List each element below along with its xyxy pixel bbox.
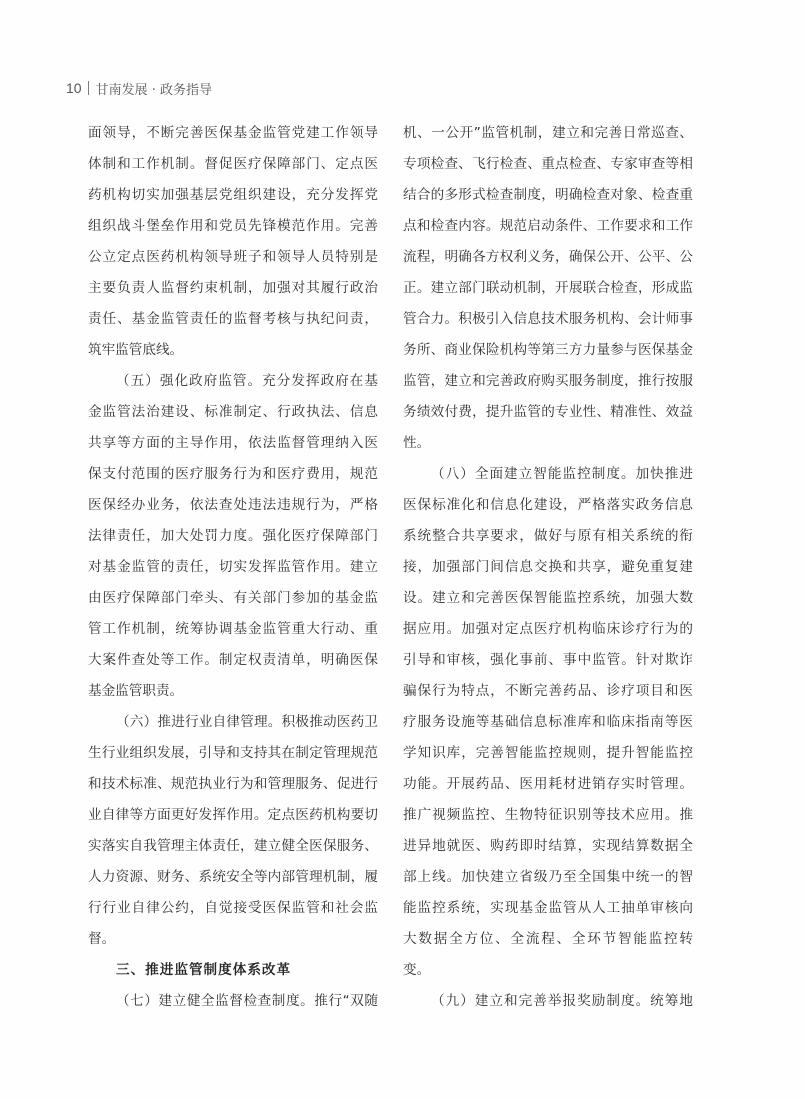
text-line: 行行业自律公约，自觉接受医保监管和社会监 <box>88 900 378 916</box>
text-line: 责任、基金监管责任的监督考核与执纪问责， <box>88 311 378 327</box>
text-line: 由医疗保障部门牵头、有关部门参加的基金监 <box>88 590 378 606</box>
text-line: 据应用。加强对定点医疗机构临床诊疗行为的 <box>403 621 693 637</box>
text-line: 监管，建立和完善政府购买服务制度，推行按服 <box>403 373 693 389</box>
text-line: （九）建立和完善举报奖励制度。统筹地 <box>431 993 693 1009</box>
text-line: 务所、商业保险机构等第三方力量参与医保基金 <box>403 342 693 358</box>
text-line: 对基金监管的责任，切实发挥监管作用。建立 <box>88 559 378 575</box>
text-line: 管合力。积极引入信息技术服务机构、会计师事 <box>403 311 693 327</box>
paragraph <box>88 707 378 955</box>
text-line: 保支付范围的医疗服务行为和医疗费用，规范 <box>88 466 378 482</box>
text-line: 骗保行为特点，不断完善药品、诊疗项目和医 <box>403 683 693 699</box>
paragraph <box>403 459 693 986</box>
text-line: 性。 <box>403 435 431 451</box>
publication-title: 甘南发展 · 政务指导 <box>95 82 212 98</box>
page-number: 10 <box>66 80 82 96</box>
text-line: 能监控系统，实现基金监管从人工抽单审核向 <box>403 900 693 916</box>
text-line: 大案件查处等工作。制定权责清单，明确医保 <box>88 652 378 668</box>
text-line: 专项检查、飞行检查、重点检查、专家审查等相 <box>403 156 693 172</box>
text-line: 正。建立部门联动机制，开展联合检查，形成监 <box>403 280 693 296</box>
text-line: 接，加强部门间信息交换和共享，避免重复建 <box>403 559 693 575</box>
text-line: 功能。开展药品、医用耗材进销存实时管理。 <box>403 776 693 792</box>
text-line: 人力资源、财务、系统安全等内部管理机制，履 <box>88 869 378 885</box>
text-line: 公立定点医药机构领导班子和领导人员特别是 <box>88 249 378 265</box>
paragraph <box>403 118 693 459</box>
paragraph <box>88 986 378 1017</box>
text-line: 共享等方面的主导作用，依法监督管理纳入医 <box>88 435 378 451</box>
running-header <box>66 79 212 97</box>
text-line: 筑牢监管底线。 <box>88 342 184 358</box>
text-line: （七）建立健全监督检查制度。推行“双随 <box>116 993 378 1009</box>
text-line: 务绩效付费，提升监管的专业性、精准性、效益 <box>403 404 693 420</box>
text-line: 进异地就医、购药即时结算，实现结算数据全 <box>403 838 693 854</box>
paragraph <box>88 366 378 707</box>
text-line: （五）强化政府监管。充分发挥政府在基 <box>116 373 378 389</box>
text-line: 组织战斗堡垒作用和党员先锋模范作用。完善 <box>88 218 378 234</box>
left-column <box>88 118 378 1017</box>
section-heading <box>88 955 378 986</box>
text-line: 点和检查内容。规范启动条件、工作要求和工作 <box>403 218 693 234</box>
text-line: 设。建立和完善医保智能监控系统，加强大数 <box>403 590 693 606</box>
text-line: 业自律等方面更好发挥作用。定点医药机构要切 <box>88 807 378 823</box>
text-line: 大数据全方位、全流程、全环节智能监控转 <box>403 931 693 947</box>
text-line: 引导和审核，强化事前、事中监管。针对欺诈 <box>403 652 693 668</box>
text-line: 学知识库，完善智能监控规则，提升智能监控 <box>403 745 693 761</box>
text-line: 主要负责人监督约束机制，加强对其履行政治 <box>88 280 378 296</box>
text-line: 系统整合共享要求，做好与原有相关系统的衔 <box>403 528 693 544</box>
text-line: 疗服务设施等基础信息标准库和临床指南等医 <box>403 714 693 730</box>
text-line: （六）推进行业自律管理。积极推动医药卫 <box>116 714 378 730</box>
text-line: 结合的多形式检查制度，明确检查对象、检查重 <box>403 187 693 203</box>
paragraph <box>403 986 693 1017</box>
text-line: 医保经办业务，依法查处违法违规行为，严格 <box>88 497 378 513</box>
text-line: 实落实自我管理主体责任，建立健全医保服务、 <box>88 838 378 854</box>
text-line: 督。 <box>88 931 116 947</box>
text-line: （八）全面建立智能监控制度。加快推进 <box>431 466 693 482</box>
heading-text: 三、推进监管制度体系改革 <box>116 962 292 978</box>
text-line: 流程，明确各方权利义务，确保公开、公平、公 <box>403 249 693 265</box>
text-line: 管工作机制，统筹协调基金监管重大行动、重 <box>88 621 378 637</box>
text-line: 面领导，不断完善医保基金监管党建工作领导 <box>88 125 378 141</box>
text-line: 生行业组织发展，引导和支持其在制定管理规范 <box>88 745 378 761</box>
header-divider <box>88 81 89 95</box>
text-line: 变。 <box>403 962 431 978</box>
text-line: 药机构切实加强基层党组织建设，充分发挥党 <box>88 187 378 203</box>
text-line: 推广视频监控、生物特征识别等技术应用。推 <box>403 807 693 823</box>
text-line: 法律责任，加大处罚力度。强化医疗保障部门 <box>88 528 378 544</box>
right-column <box>403 118 693 1017</box>
text-line: 机、一公开”监管机制，建立和完善日常巡查、 <box>403 125 693 141</box>
text-line: 和技术标准、规范执业行为和管理服务、促进行 <box>88 776 378 792</box>
paragraph <box>88 118 378 366</box>
text-line: 医保标准化和信息化建设，严格落实政务信息 <box>403 497 693 513</box>
text-line: 部上线。加快建立省级乃至全国集中统一的智 <box>403 869 693 885</box>
text-line: 基金监管职责。 <box>88 683 184 699</box>
text-line: 金监管法治建设、标准制定、行政执法、信息 <box>88 404 378 420</box>
text-line: 体制和工作机制。督促医疗保障部门、定点医 <box>88 156 378 172</box>
